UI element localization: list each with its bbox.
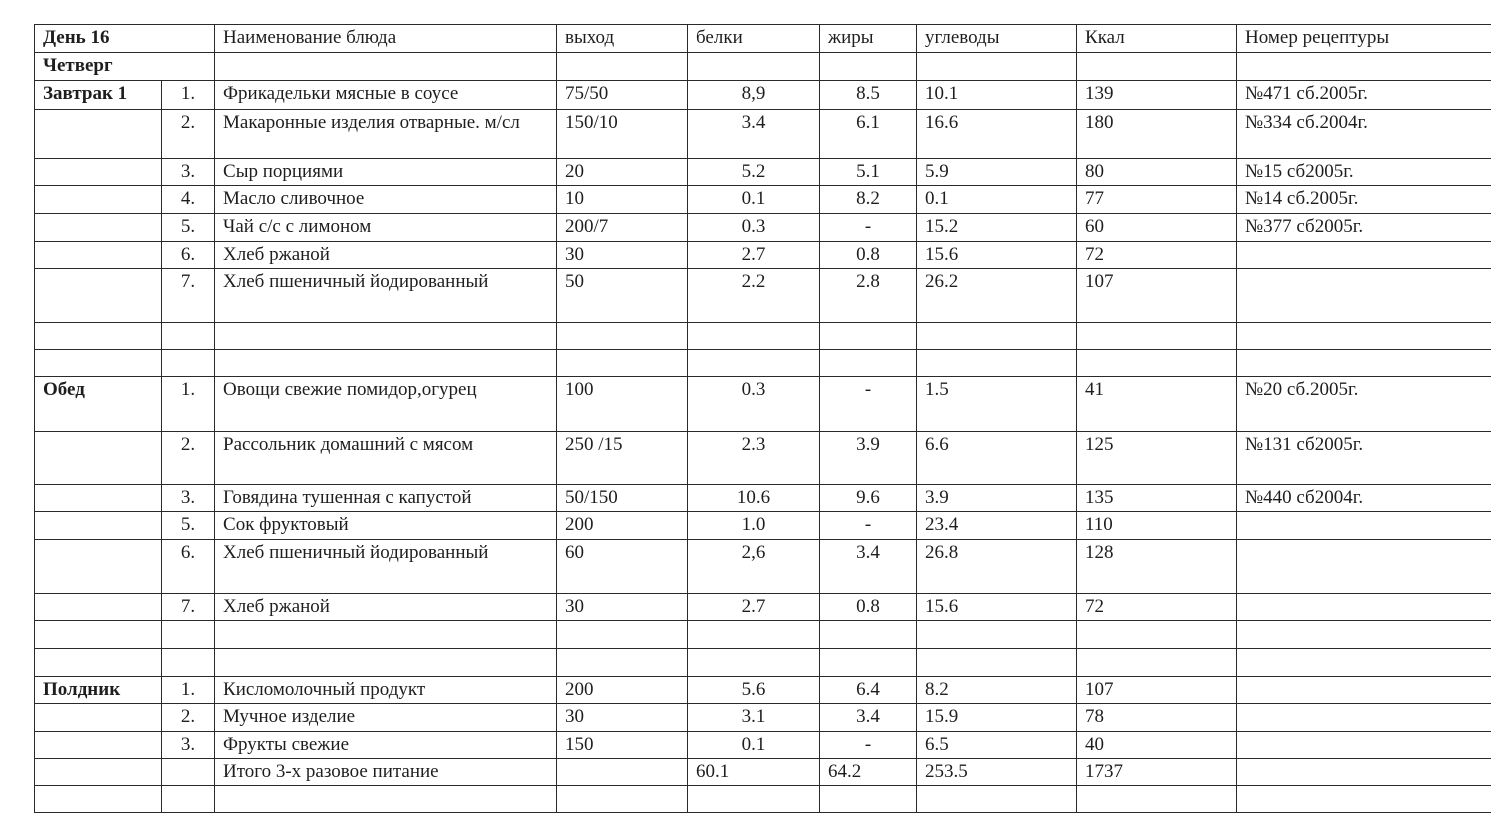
dish-protein: 3.1: [688, 704, 820, 732]
dish-fat: 6.4: [820, 677, 917, 704]
dish-fat: 8.2: [820, 186, 917, 214]
dish-yield: 75/50: [557, 81, 688, 110]
dish-name: Хлеб пшеничный йодированный: [215, 269, 557, 323]
dish-fat: -: [820, 214, 917, 242]
dish-yield: 150/10: [557, 110, 688, 159]
dish-kcal: 72: [1077, 242, 1237, 269]
dish-carbs: 15.9: [917, 704, 1077, 732]
dish-fat: 0.8: [820, 594, 917, 621]
breakfast-row: [35, 110, 1491, 159]
dish-carbs: 16.6: [917, 110, 1077, 159]
dish-yield: 60: [557, 540, 688, 594]
header-yield: выход: [557, 25, 688, 53]
dish-kcal: 135: [1077, 485, 1237, 512]
item-number: 7.: [162, 269, 215, 323]
item-number: 3.: [162, 485, 215, 512]
item-number: 5.: [162, 512, 215, 540]
dish-yield: 250 /15: [557, 432, 688, 485]
snack-row: [35, 732, 1491, 759]
dish-recipe: №377 сб2005г.: [1237, 214, 1491, 242]
header-carbs: углеводы: [917, 25, 1077, 53]
dish-recipe: №440 сб2004г.: [1237, 485, 1491, 512]
dish-recipe: [1237, 242, 1491, 269]
item-number: 2.: [162, 110, 215, 159]
dish-kcal: 110: [1077, 512, 1237, 540]
dish-fat: -: [820, 732, 917, 759]
dish-fat: -: [820, 512, 917, 540]
dish-yield: 100: [557, 377, 688, 432]
lunch-row: [35, 512, 1491, 540]
snack-label: Полдник: [35, 677, 162, 704]
dish-fat: -: [820, 377, 917, 432]
dish-protein: 5.6: [688, 677, 820, 704]
dish-protein: 0.3: [688, 377, 820, 432]
dish-kcal: 72: [1077, 594, 1237, 621]
dish-protein: 0.3: [688, 214, 820, 242]
total-kcal: 1737: [1077, 759, 1237, 786]
snack-row: [35, 677, 1491, 704]
dish-carbs: 0.1: [917, 186, 1077, 214]
lunch-label: Обед: [35, 377, 162, 432]
dish-carbs: 15.2: [917, 214, 1077, 242]
dish-protein: 2.2: [688, 269, 820, 323]
dish-recipe: №15 сб2005г.: [1237, 159, 1491, 186]
dish-carbs: 23.4: [917, 512, 1077, 540]
item-number: 3.: [162, 159, 215, 186]
dish-kcal: 78: [1077, 704, 1237, 732]
dish-protein: 2,6: [688, 540, 820, 594]
dish-kcal: 41: [1077, 377, 1237, 432]
dish-kcal: 125: [1077, 432, 1237, 485]
header-day: День 16: [35, 25, 215, 53]
dish-fat: 8.5: [820, 81, 917, 110]
dish-yield: 30: [557, 594, 688, 621]
empty-row: [35, 350, 1491, 377]
dish-recipe: №131 сб2005г.: [1237, 432, 1491, 485]
dish-carbs: 26.2: [917, 269, 1077, 323]
dish-fat: 3.4: [820, 704, 917, 732]
menu-sheet: [34, 24, 1491, 813]
dish-kcal: 107: [1077, 269, 1237, 323]
dish-protein: 2.7: [688, 242, 820, 269]
dish-name: Сок фруктовый: [215, 512, 557, 540]
dish-fat: 2.8: [820, 269, 917, 323]
breakfast-row: [35, 242, 1491, 269]
dish-carbs: 10.1: [917, 81, 1077, 110]
dish-fat: 3.4: [820, 540, 917, 594]
item-number: 4.: [162, 186, 215, 214]
dish-recipe: [1237, 540, 1491, 594]
dish-protein: 0.1: [688, 732, 820, 759]
dish-yield: 200: [557, 512, 688, 540]
dish-name: Макаронные изделия отварные. м/сл: [215, 110, 557, 159]
menu-table: [34, 24, 1491, 813]
dish-name: Кисломолочный продукт: [215, 677, 557, 704]
dish-recipe: [1237, 512, 1491, 540]
dish-carbs: 6.5: [917, 732, 1077, 759]
total-protein: 60.1: [688, 759, 820, 786]
dish-protein: 3.4: [688, 110, 820, 159]
dish-name: Говядина тушенная с капустой: [215, 485, 557, 512]
dish-kcal: 77: [1077, 186, 1237, 214]
snack-row: [35, 704, 1491, 732]
dish-protein: 1.0: [688, 512, 820, 540]
dish-kcal: 60: [1077, 214, 1237, 242]
dish-recipe: №471 сб.2005г.: [1237, 81, 1491, 110]
dish-name: Хлеб ржаной: [215, 242, 557, 269]
dish-carbs: 1.5: [917, 377, 1077, 432]
dish-name: Хлеб ржаной: [215, 594, 557, 621]
dish-recipe: [1237, 677, 1491, 704]
empty-row: [35, 621, 1491, 649]
dish-name: Хлеб пшеничный йодированный: [215, 540, 557, 594]
dish-protein: 0.1: [688, 186, 820, 214]
dish-fat: 6.1: [820, 110, 917, 159]
dish-kcal: 128: [1077, 540, 1237, 594]
dish-yield: 20: [557, 159, 688, 186]
dish-kcal: 80: [1077, 159, 1237, 186]
header-row: [35, 25, 1491, 53]
dish-recipe: №334 сб.2004г.: [1237, 110, 1491, 159]
breakfast-row: [35, 81, 1491, 110]
breakfast-row: [35, 269, 1491, 323]
dish-name: Чай с/с с лимоном: [215, 214, 557, 242]
total-label: Итого 3-х разовое питание: [215, 759, 557, 786]
dish-carbs: 26.8: [917, 540, 1077, 594]
breakfast-label: Завтрак 1: [35, 81, 162, 110]
empty-row: [35, 649, 1491, 677]
breakfast-row: [35, 214, 1491, 242]
item-number: 6.: [162, 242, 215, 269]
dish-recipe: [1237, 704, 1491, 732]
item-number: 2.: [162, 704, 215, 732]
dish-yield: 10: [557, 186, 688, 214]
item-number: 3.: [162, 732, 215, 759]
weekday-row: [35, 53, 1491, 81]
header-kcal: Ккал: [1077, 25, 1237, 53]
dish-yield: 30: [557, 704, 688, 732]
dish-yield: 30: [557, 242, 688, 269]
dish-carbs: 15.6: [917, 242, 1077, 269]
item-number: 1.: [162, 677, 215, 704]
dish-yield: 200: [557, 677, 688, 704]
dish-name: Фрикадельки мясные в соусе: [215, 81, 557, 110]
dish-protein: 8,9: [688, 81, 820, 110]
dish-yield: 50: [557, 269, 688, 323]
breakfast-row: [35, 186, 1491, 214]
dish-kcal: 40: [1077, 732, 1237, 759]
dish-name: Мучное изделие: [215, 704, 557, 732]
dish-name: Рассольник домашний с мясом: [215, 432, 557, 485]
empty-row: [35, 323, 1491, 350]
dish-carbs: 5.9: [917, 159, 1077, 186]
dish-yield: 200/7: [557, 214, 688, 242]
dish-fat: 9.6: [820, 485, 917, 512]
item-number: 6.: [162, 540, 215, 594]
lunch-row: [35, 485, 1491, 512]
lunch-row: [35, 594, 1491, 621]
dish-carbs: 8.2: [917, 677, 1077, 704]
dish-kcal: 180: [1077, 110, 1237, 159]
item-number: 5.: [162, 214, 215, 242]
dish-name: Овощи свежие помидор,огурец: [215, 377, 557, 432]
lunch-row: [35, 540, 1491, 594]
dish-kcal: 139: [1077, 81, 1237, 110]
dish-kcal: 107: [1077, 677, 1237, 704]
dish-recipe: [1237, 732, 1491, 759]
total-carbs: 253.5: [917, 759, 1077, 786]
dish-yield: 150: [557, 732, 688, 759]
breakfast-row: [35, 159, 1491, 186]
item-number: 1.: [162, 81, 215, 110]
lunch-row: [35, 432, 1491, 485]
dish-fat: 0.8: [820, 242, 917, 269]
dish-carbs: 3.9: [917, 485, 1077, 512]
dish-carbs: 6.6: [917, 432, 1077, 485]
item-number: 7.: [162, 594, 215, 621]
dish-protein: 2.3: [688, 432, 820, 485]
total-row: [35, 759, 1491, 786]
dish-fat: 3.9: [820, 432, 917, 485]
header-protein: белки: [688, 25, 820, 53]
dish-yield: 50/150: [557, 485, 688, 512]
dish-recipe: №14 сб.2005г.: [1237, 186, 1491, 214]
dish-protein: 5.2: [688, 159, 820, 186]
header-recipe: Номер рецептуры: [1237, 25, 1491, 53]
dish-protein: 2.7: [688, 594, 820, 621]
weekday-label: Четверг: [35, 53, 215, 81]
empty-row: [35, 786, 1491, 813]
dish-recipe: [1237, 594, 1491, 621]
dish-name: Масло сливочное: [215, 186, 557, 214]
item-number: 1.: [162, 377, 215, 432]
dish-recipe: №20 сб.2005г.: [1237, 377, 1491, 432]
lunch-row: [35, 377, 1491, 432]
dish-name: Сыр порциями: [215, 159, 557, 186]
item-number: 2.: [162, 432, 215, 485]
total-fat: 64.2: [820, 759, 917, 786]
dish-carbs: 15.6: [917, 594, 1077, 621]
dish-fat: 5.1: [820, 159, 917, 186]
header-name: Наименование блюда: [215, 25, 557, 53]
header-fat: жиры: [820, 25, 917, 53]
dish-protein: 10.6: [688, 485, 820, 512]
dish-recipe: [1237, 269, 1491, 323]
dish-name: Фрукты свежие: [215, 732, 557, 759]
